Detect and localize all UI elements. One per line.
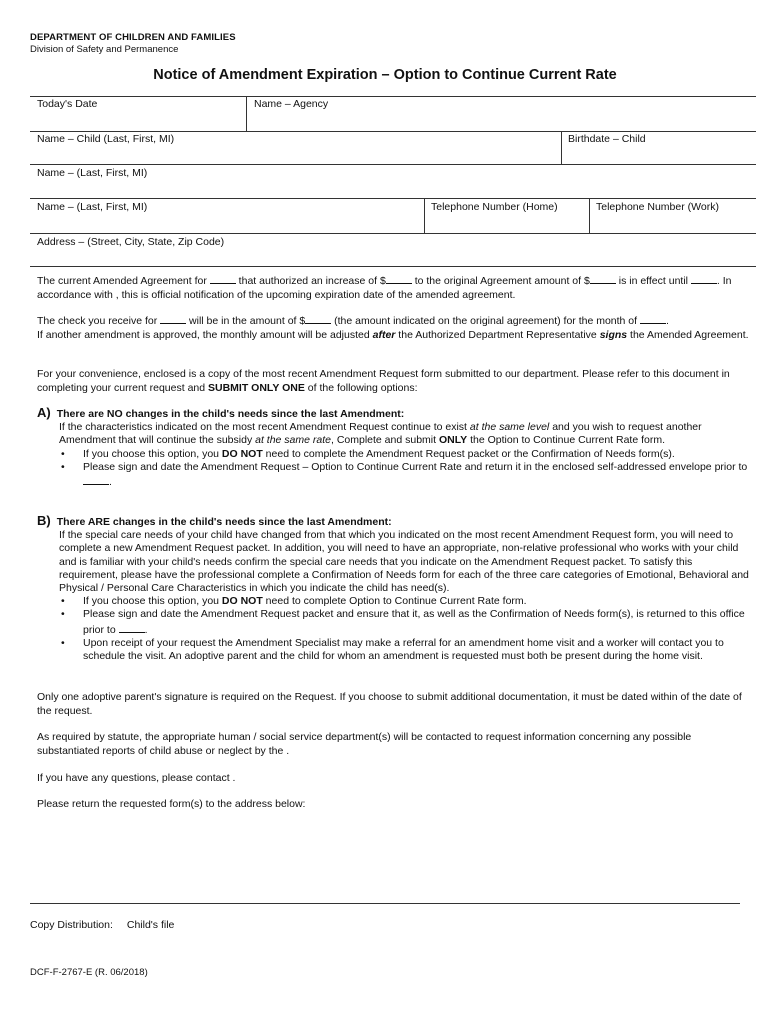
payment-paragraph: The check you receive for will be in the amount of $ (the amount indicated on the original agreement) for the month of . If another amendment is approved, the monthly amount will be adjusted after the Authorized Department Representative signs the Amended Agreement. bbox=[37, 315, 749, 341]
work-phone-field[interactable]: Telephone Number (Work) bbox=[596, 201, 719, 213]
blank-line[interactable] bbox=[83, 474, 109, 485]
option-b-section bbox=[37, 514, 749, 663]
form-rule bbox=[30, 233, 756, 234]
option-a-heading: A) There are NO changes in the child's needs since the last Amendment: bbox=[37, 405, 405, 420]
blank-line[interactable] bbox=[160, 313, 186, 324]
parent-name-field-2[interactable]: Name – (Last, First, MI) bbox=[37, 201, 148, 213]
form-divider bbox=[424, 198, 425, 233]
questions-paragraph: If you have any questions, please contact . bbox=[37, 772, 236, 784]
list-item: • If you choose this option, you DO NOT need to complete Option to Continue Current Rate form. bbox=[61, 595, 527, 608]
convenience-paragraph: For your convenience, enclosed is a copy of the most recent Amendment Request form submitted to our department. Please refer to this document in completing your current request and SUBMIT ONLY ONE of the following options: bbox=[37, 368, 730, 394]
department-name: DEPARTMENT OF CHILDREN AND FAMILIES bbox=[30, 32, 236, 43]
blank-line[interactable] bbox=[691, 273, 717, 284]
current-agreement-paragraph: The current Amended Agreement for that authorized an increase of $ to the original Agreement amount of $ is in effect until . In accordance with , this is official notification of the upcoming expiration date of the amended agreement. bbox=[37, 275, 732, 301]
agency-name-field[interactable]: Name – Agency bbox=[254, 98, 329, 110]
signature-paragraph: Only one adoptive parent's signature is required on the Request. If you choose to submit additional documentation, it must be dated within of the date of the request. bbox=[37, 691, 742, 717]
parent-name-field-1[interactable]: Name – (Last, First, MI) bbox=[37, 167, 148, 179]
list-item: • Please sign and date the Amendment Request packet and ensure that it, as well as the Confirmation of Needs form(s), is returned to this office prior to . bbox=[61, 608, 745, 636]
blank-line[interactable] bbox=[590, 273, 616, 284]
form-divider bbox=[561, 131, 562, 164]
statute-paragraph: As required by statute, the appropriate human / social service department(s) will be contacted to request information concerning any possible substantiated reports of child abuse or neglect by the . bbox=[37, 731, 692, 757]
footer-rule bbox=[30, 903, 740, 904]
blank-line[interactable] bbox=[210, 273, 236, 284]
form-number: DCF-F-2767-E (R. 06/2018) bbox=[30, 967, 148, 978]
option-b-text: If the special care needs of your child have changed from that which you indicated on the most recent Amendment Request form, you will need to complete a new Amendment Request packet. In addition, you will need to have an appropriate, non-relative professional who works with your child and is familiar with your child's needs confirm the special care needs that you indicate on the Amendment Request packet. To satisfy this requirement, please have the professional complete a Confirmation of Needs form for each of the three care categories of Emotional, Behavioral and Physical / Personal Care Characteristics in which you indicate the child has need(s). bbox=[59, 529, 749, 595]
copy-distribution-value: Child's file bbox=[126, 919, 175, 931]
option-a-text: If the characteristics indicated on the most recent Amendment Request continue to exist at the same level and you wish to request another Amendment that will continue the subsidy at the same rate, Complete and submit ONLY the Option to Continue Current Rate form. bbox=[59, 421, 702, 447]
division-name: Division of Safety and Permanence bbox=[30, 44, 179, 55]
form-rule bbox=[30, 131, 756, 132]
list-item: • Upon receipt of your request the Amendment Specialist may make a referral for an amendment home visit and a worker will contact you to schedule the visit. An adoptive parent and the child for whom an amendment is requested must both be present during the home visit. bbox=[61, 636, 724, 663]
form-rule bbox=[30, 266, 756, 267]
bullet-icon: • bbox=[61, 460, 65, 473]
list-item: • Please sign and date the Amendment Request – Option to Continue Current Rate and return it in the enclosed self-addressed envelope prior to . bbox=[61, 460, 748, 489]
bullet-icon: • bbox=[61, 608, 65, 621]
form-divider bbox=[589, 198, 590, 233]
child-name-field[interactable]: Name – Child (Last, First, MI) bbox=[37, 133, 175, 145]
blank-line[interactable] bbox=[386, 273, 412, 284]
home-phone-field[interactable]: Telephone Number (Home) bbox=[431, 201, 558, 213]
option-a-section bbox=[37, 406, 749, 489]
bullet-icon: • bbox=[61, 636, 65, 649]
bullet-icon: • bbox=[61, 447, 65, 460]
bullet-icon: • bbox=[61, 595, 65, 608]
return-paragraph: Please return the requested form(s) to the address below: bbox=[37, 798, 306, 810]
form-rule bbox=[30, 96, 756, 97]
todays-date-field[interactable]: Today's Date bbox=[37, 98, 98, 110]
address-field[interactable]: Address – (Street, City, State, Zip Code) bbox=[37, 236, 225, 248]
option-b-heading: B) There ARE changes in the child's needs since the last Amendment: bbox=[37, 513, 392, 528]
copy-distribution-label: Copy Distribution: bbox=[30, 919, 113, 931]
form-divider bbox=[246, 96, 247, 131]
blank-line[interactable] bbox=[640, 313, 666, 324]
blank-line[interactable] bbox=[305, 313, 331, 324]
blank-line[interactable] bbox=[119, 622, 145, 633]
copy-distribution bbox=[30, 919, 174, 931]
form-rule bbox=[30, 198, 756, 199]
page-title: Notice of Amendment Expiration – Option to Continue Current Rate bbox=[153, 67, 617, 83]
form-rule bbox=[30, 164, 756, 165]
list-item: • If you choose this option, you DO NOT need to complete the Amendment Request packet or the Confirmation of Needs form(s). bbox=[61, 447, 675, 460]
child-birthdate-field[interactable]: Birthdate – Child bbox=[568, 133, 646, 145]
